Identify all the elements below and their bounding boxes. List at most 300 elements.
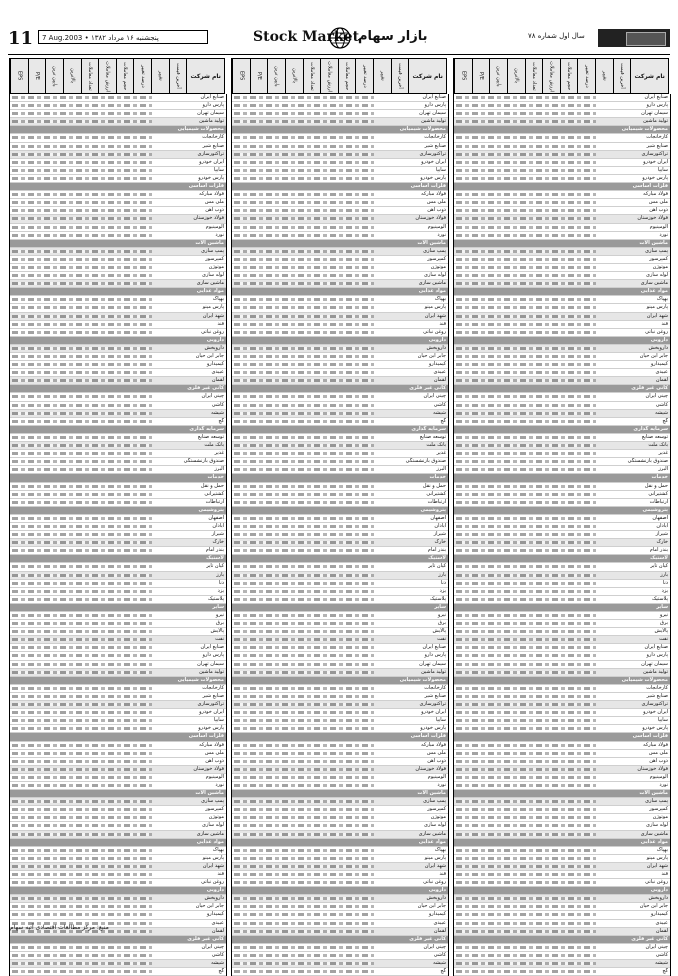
company-name: جابر ابن حیان	[195, 903, 224, 910]
table-row	[232, 304, 448, 312]
row-figures	[234, 315, 374, 318]
row-figures	[234, 833, 374, 836]
company-name: بارز	[216, 571, 224, 578]
row-figures	[456, 234, 596, 237]
issue-date: 7 Aug.2003 • پنجشنبه ۱۶ مرداد ۱۳۸۲	[38, 30, 208, 44]
row-figures	[12, 533, 152, 536]
company-name: لوله سازی	[424, 822, 446, 829]
row-figures	[234, 274, 374, 277]
table-row	[10, 393, 226, 401]
masthead	[8, 26, 670, 52]
company-name: بانک ملت	[426, 442, 446, 449]
table-row	[454, 563, 670, 571]
row-figures	[456, 897, 596, 900]
column-header: بالاترین	[63, 59, 81, 93]
section-label: کانی غیر فلزی	[631, 385, 668, 392]
row-figures	[456, 622, 596, 625]
company-name: ذوب آهن	[649, 207, 668, 214]
table-row	[232, 232, 448, 240]
row-figures	[234, 258, 374, 261]
section-label: سایر	[434, 603, 446, 610]
table-row	[454, 709, 670, 717]
table-row	[232, 758, 448, 766]
row-figures	[12, 776, 152, 779]
row-figures	[456, 266, 596, 269]
row-figures	[12, 663, 152, 666]
table-row	[10, 547, 226, 555]
row-figures	[12, 962, 152, 965]
table-row	[10, 766, 226, 774]
company-name: یزد	[439, 587, 446, 594]
row-figures	[234, 460, 374, 463]
company-name: شهد ایران	[424, 862, 446, 869]
company-name: ذوب آهن	[205, 207, 224, 214]
row-figures	[12, 574, 152, 577]
row-figures	[12, 549, 152, 552]
table-row	[454, 750, 670, 758]
row-figures	[456, 719, 596, 722]
company-name: حمل و نقل	[644, 482, 668, 489]
table-row	[454, 920, 670, 928]
row-figures	[456, 501, 596, 504]
column-header: درصد تغییر	[355, 59, 373, 93]
table-row	[10, 215, 226, 223]
row-figures	[456, 444, 596, 447]
company-name: فولاد خوزستان	[415, 215, 446, 222]
table-row	[10, 944, 226, 952]
row-figures	[234, 145, 374, 148]
row-figures	[234, 177, 374, 180]
row-figures	[456, 363, 596, 366]
company-name: تولید ماشین	[421, 668, 446, 675]
table-row	[232, 822, 448, 830]
row-figures	[234, 347, 374, 350]
company-name: البرز	[658, 466, 668, 473]
company-name: ایران خودرو	[199, 709, 224, 716]
section-label: کانی غیر فلزی	[631, 935, 668, 942]
row-figures	[234, 671, 374, 674]
company-name: پالایش	[210, 628, 224, 635]
company-name: موتوژن	[652, 814, 668, 821]
table-row	[454, 458, 670, 466]
company-name: شیشه	[433, 409, 446, 416]
column-header: پایین ترین	[489, 59, 507, 93]
table-row	[232, 393, 448, 401]
section-label: مواد غذایی	[418, 838, 446, 845]
company-name: پارس خودرو	[198, 725, 224, 732]
section-header-row	[232, 426, 448, 434]
table-row	[454, 434, 670, 442]
company-name: صنایع شیر	[424, 142, 446, 149]
section-header-row	[232, 507, 448, 515]
company-name: موتوژن	[430, 814, 446, 821]
table-row	[10, 742, 226, 750]
company-name: شیراز	[211, 531, 224, 538]
table-row	[232, 814, 448, 822]
row-figures	[234, 153, 374, 156]
table-row	[232, 264, 448, 272]
company-name: موتوژن	[208, 263, 224, 270]
row-figures	[456, 776, 596, 779]
section-label: دارویی	[206, 887, 224, 894]
row-figures	[12, 298, 152, 301]
row-figures	[234, 161, 374, 164]
section-label: ماشین آلات	[639, 239, 668, 246]
column-header: حجم معاملات	[560, 59, 578, 93]
row-figures	[456, 517, 596, 520]
table-row	[10, 296, 226, 304]
row-figures	[234, 412, 374, 415]
company-name: فولاد خوزستان	[637, 215, 668, 222]
row-figures	[12, 153, 152, 156]
company-name: بهپاک	[212, 846, 224, 853]
company-name: سایپا	[213, 166, 224, 173]
row-figures	[234, 873, 374, 876]
table-row	[232, 377, 448, 385]
column-header: بالاترین	[507, 59, 525, 93]
company-name: کاشی	[433, 401, 446, 408]
company-name: کیمیدارو	[206, 911, 224, 918]
section-label: پتروشیمی	[420, 506, 446, 513]
section-label: ماشین آلات	[639, 790, 668, 797]
section-header-row	[454, 733, 670, 741]
section-header-row	[232, 677, 448, 685]
table-row	[454, 944, 670, 952]
table-row	[232, 580, 448, 588]
company-name: تولید ماشین	[643, 118, 668, 125]
section-label: لاستیک	[428, 555, 446, 562]
table-row	[454, 782, 670, 790]
row-figures	[12, 881, 152, 884]
row-figures	[12, 177, 152, 180]
section-header-row	[232, 385, 448, 393]
company-name: روغن نباتی	[423, 879, 446, 886]
row-figures	[456, 962, 596, 965]
company-name: سیمان تهران	[641, 660, 668, 667]
section-header-row	[10, 604, 226, 612]
company-name: تراکتورسازی	[641, 150, 668, 157]
table-row	[10, 814, 226, 822]
table-row	[454, 232, 670, 240]
company-name: کمپرسور	[427, 255, 446, 262]
company-name: صنایع ایران	[200, 94, 224, 100]
row-figures	[234, 824, 374, 827]
company-name: حمل و نقل	[200, 482, 224, 489]
section-header-row	[10, 426, 226, 434]
row-figures	[12, 565, 152, 568]
company-name: تراکتورسازی	[197, 150, 224, 157]
row-figures	[12, 355, 152, 358]
table-row	[232, 458, 448, 466]
section-header-row	[10, 126, 226, 134]
company-name: کشتیرانی	[648, 490, 668, 497]
table-row	[232, 191, 448, 199]
row-figures	[234, 452, 374, 455]
company-name: ماشین سازی	[640, 830, 668, 837]
company-name: داروپخش	[426, 895, 446, 902]
company-name: داروپخش	[204, 344, 224, 351]
table-row	[10, 442, 226, 450]
company-name: لقمان	[433, 377, 446, 384]
row-figures	[234, 120, 374, 123]
section-label: مواد غذایی	[418, 288, 446, 295]
row-figures	[234, 970, 374, 973]
company-name: کارخانجات	[424, 134, 446, 141]
section-header-row	[454, 426, 670, 434]
row-figures	[234, 703, 374, 706]
company-name: چینی ایران	[423, 393, 446, 400]
row-figures	[12, 250, 152, 253]
row-figures	[456, 282, 596, 285]
table-column-left	[9, 58, 225, 976]
section-header-row	[10, 677, 226, 685]
company-name: داروپخش	[426, 344, 446, 351]
table-row	[10, 903, 226, 911]
row-figures	[456, 760, 596, 763]
company-name: ملی مس	[648, 749, 668, 756]
row-figures	[456, 298, 596, 301]
row-figures	[456, 315, 596, 318]
section-label: مواد غذایی	[640, 838, 668, 845]
section-header-row	[454, 288, 670, 296]
company-name: آلومینیوم	[427, 223, 446, 230]
table-row	[232, 620, 448, 628]
row-figures	[234, 541, 374, 544]
row-figures	[12, 622, 152, 625]
row-figures	[234, 574, 374, 577]
column-header: ارزش معاملات	[98, 59, 116, 93]
company-name: کاشی	[433, 951, 446, 958]
company-name: کمپرسور	[649, 255, 668, 262]
table-row	[232, 928, 448, 936]
company-name: روغن نباتی	[645, 879, 668, 886]
table-row	[454, 863, 670, 871]
company-name: ارتباطات	[649, 498, 668, 505]
table-row	[232, 272, 448, 280]
row-figures	[12, 816, 152, 819]
table-row	[232, 159, 448, 167]
table-row	[454, 968, 670, 976]
column-header: آخرین قیمت	[169, 59, 187, 93]
company-name: خارک	[434, 539, 446, 546]
row-figures	[234, 226, 374, 229]
company-name: فولاد مبارکه	[199, 741, 224, 748]
table-row	[454, 313, 670, 321]
table-row	[232, 944, 448, 952]
company-name: شیشه	[211, 409, 224, 416]
section-label: سایر	[656, 603, 668, 610]
section-label: کانی غیر فلزی	[409, 935, 446, 942]
section-header-row	[10, 555, 226, 563]
company-name: کمپرسور	[649, 806, 668, 813]
row-figures	[456, 177, 596, 180]
company-name: چینی ایران	[423, 943, 446, 950]
table-row	[232, 143, 448, 151]
table-row	[232, 248, 448, 256]
table-row	[454, 134, 670, 142]
table-row	[10, 701, 226, 709]
table-row	[232, 515, 448, 523]
company-name: ارتباطات	[427, 498, 446, 505]
row-figures	[234, 363, 374, 366]
row-figures	[456, 209, 596, 212]
section-label: خدمات	[429, 474, 446, 481]
table-row	[454, 175, 670, 183]
table-row	[10, 798, 226, 806]
company-name: ملی مس	[426, 749, 446, 756]
row-figures	[456, 881, 596, 884]
table-row	[454, 742, 670, 750]
company-name: لوله سازی	[646, 272, 668, 279]
row-figures	[234, 857, 374, 860]
company-name: بانک ملت	[648, 442, 668, 449]
company-name: فولاد مبارکه	[643, 741, 668, 748]
section-label: کانی غیر فلزی	[409, 385, 446, 392]
row-figures	[456, 533, 596, 536]
company-name: بهپاک	[656, 296, 668, 303]
company-name: روغن نباتی	[201, 328, 224, 335]
company-name: ایران خودرو	[643, 709, 668, 716]
company-name: دنا	[218, 579, 224, 586]
row-figures	[234, 663, 374, 666]
row-figures	[456, 630, 596, 633]
table-row	[454, 628, 670, 636]
table-row	[232, 224, 448, 232]
table-row	[232, 402, 448, 410]
table-row	[454, 321, 670, 329]
table-row	[10, 855, 226, 863]
row-figures	[12, 96, 152, 99]
row-figures	[456, 460, 596, 463]
table-row	[454, 304, 670, 312]
table-row	[10, 264, 226, 272]
section-header-row	[454, 337, 670, 345]
row-figures	[12, 104, 152, 107]
row-figures	[456, 590, 596, 593]
issue-number: سال اول شماره ۷۸	[528, 32, 585, 40]
table-row	[10, 272, 226, 280]
column-header: حجم معاملات	[338, 59, 356, 93]
source-footer: منبع: مرکز مطالعات اقتصادی آتیه سهام	[10, 924, 109, 931]
company-name: اصفهان	[430, 514, 446, 521]
table-row	[10, 572, 226, 580]
company-name: دنا	[662, 579, 668, 586]
company-name: ذوب آهن	[427, 757, 446, 764]
table-row	[10, 102, 226, 110]
column-header: ارزش معاملات	[320, 59, 338, 93]
row-figures	[12, 379, 152, 382]
row-figures	[234, 250, 374, 253]
row-figures	[234, 306, 374, 309]
row-figures	[456, 954, 596, 957]
company-name: بندر امام	[205, 547, 224, 554]
row-figures	[12, 412, 152, 415]
company-name: قند	[217, 871, 224, 877]
table-row	[232, 572, 448, 580]
table-row	[232, 661, 448, 669]
row-figures	[12, 598, 152, 601]
page-number: 11	[8, 28, 34, 49]
table-row	[10, 321, 226, 329]
row-figures	[12, 493, 152, 496]
row-figures	[12, 468, 152, 471]
company-name: موتوژن	[208, 814, 224, 821]
section-label: دارویی	[428, 336, 446, 343]
row-figures	[12, 525, 152, 528]
row-figures	[456, 727, 596, 730]
row-figures	[456, 671, 596, 674]
company-name: بهپاک	[656, 846, 668, 853]
company-name: پارس دارو	[202, 652, 224, 659]
table-row	[232, 491, 448, 499]
table-row	[10, 151, 226, 159]
company-name: برق	[437, 620, 446, 627]
table-row	[232, 701, 448, 709]
section-title-english: Stock Market	[253, 29, 360, 45]
row-figures	[234, 727, 374, 730]
company-name: توسعه صنایع	[197, 433, 224, 440]
company-name: صنایع شیر	[646, 142, 668, 149]
row-figures	[234, 436, 374, 439]
row-figures	[12, 582, 152, 585]
table-row	[454, 596, 670, 604]
section-header-row	[232, 887, 448, 895]
company-name: قند	[439, 871, 446, 877]
table-row	[454, 580, 670, 588]
row-figures	[456, 768, 596, 771]
company-name: فولاد خوزستان	[193, 765, 224, 772]
table-header	[453, 58, 669, 94]
table-row	[232, 118, 448, 126]
company-name: شیشه	[655, 960, 668, 967]
table-row	[454, 652, 670, 660]
company-name: پارس مینو	[202, 304, 224, 311]
row-figures	[234, 622, 374, 625]
table-row	[454, 369, 670, 377]
table-row	[10, 685, 226, 693]
row-figures	[456, 347, 596, 350]
company-name: پارس دارو	[202, 102, 224, 109]
row-figures	[12, 784, 152, 787]
table-row	[10, 661, 226, 669]
company-name: آلومینیوم	[649, 223, 668, 230]
table-row	[10, 822, 226, 830]
company-name: پارس دارو	[424, 652, 446, 659]
table-row	[454, 224, 670, 232]
company-name: صندوق بازنشستگی	[183, 458, 224, 465]
table-row	[232, 563, 448, 571]
table-row	[10, 143, 226, 151]
section-label: مواد غذایی	[196, 838, 224, 845]
table-row	[454, 102, 670, 110]
company-name: اصفهان	[208, 514, 224, 521]
row-figures	[456, 420, 596, 423]
row-figures	[456, 395, 596, 398]
company-name: پالایش	[432, 628, 446, 635]
row-figures	[234, 784, 374, 787]
table-column-middle	[231, 58, 447, 976]
table-row	[10, 499, 226, 507]
table-row	[10, 709, 226, 717]
table-row	[454, 94, 670, 102]
row-figures	[456, 598, 596, 601]
row-figures	[12, 614, 152, 617]
company-name: ماشین سازی	[640, 280, 668, 287]
table-row	[454, 572, 670, 580]
company-name: ذوب آهن	[427, 207, 446, 214]
table-row	[232, 588, 448, 596]
company-name: کیان تایر	[428, 563, 446, 570]
